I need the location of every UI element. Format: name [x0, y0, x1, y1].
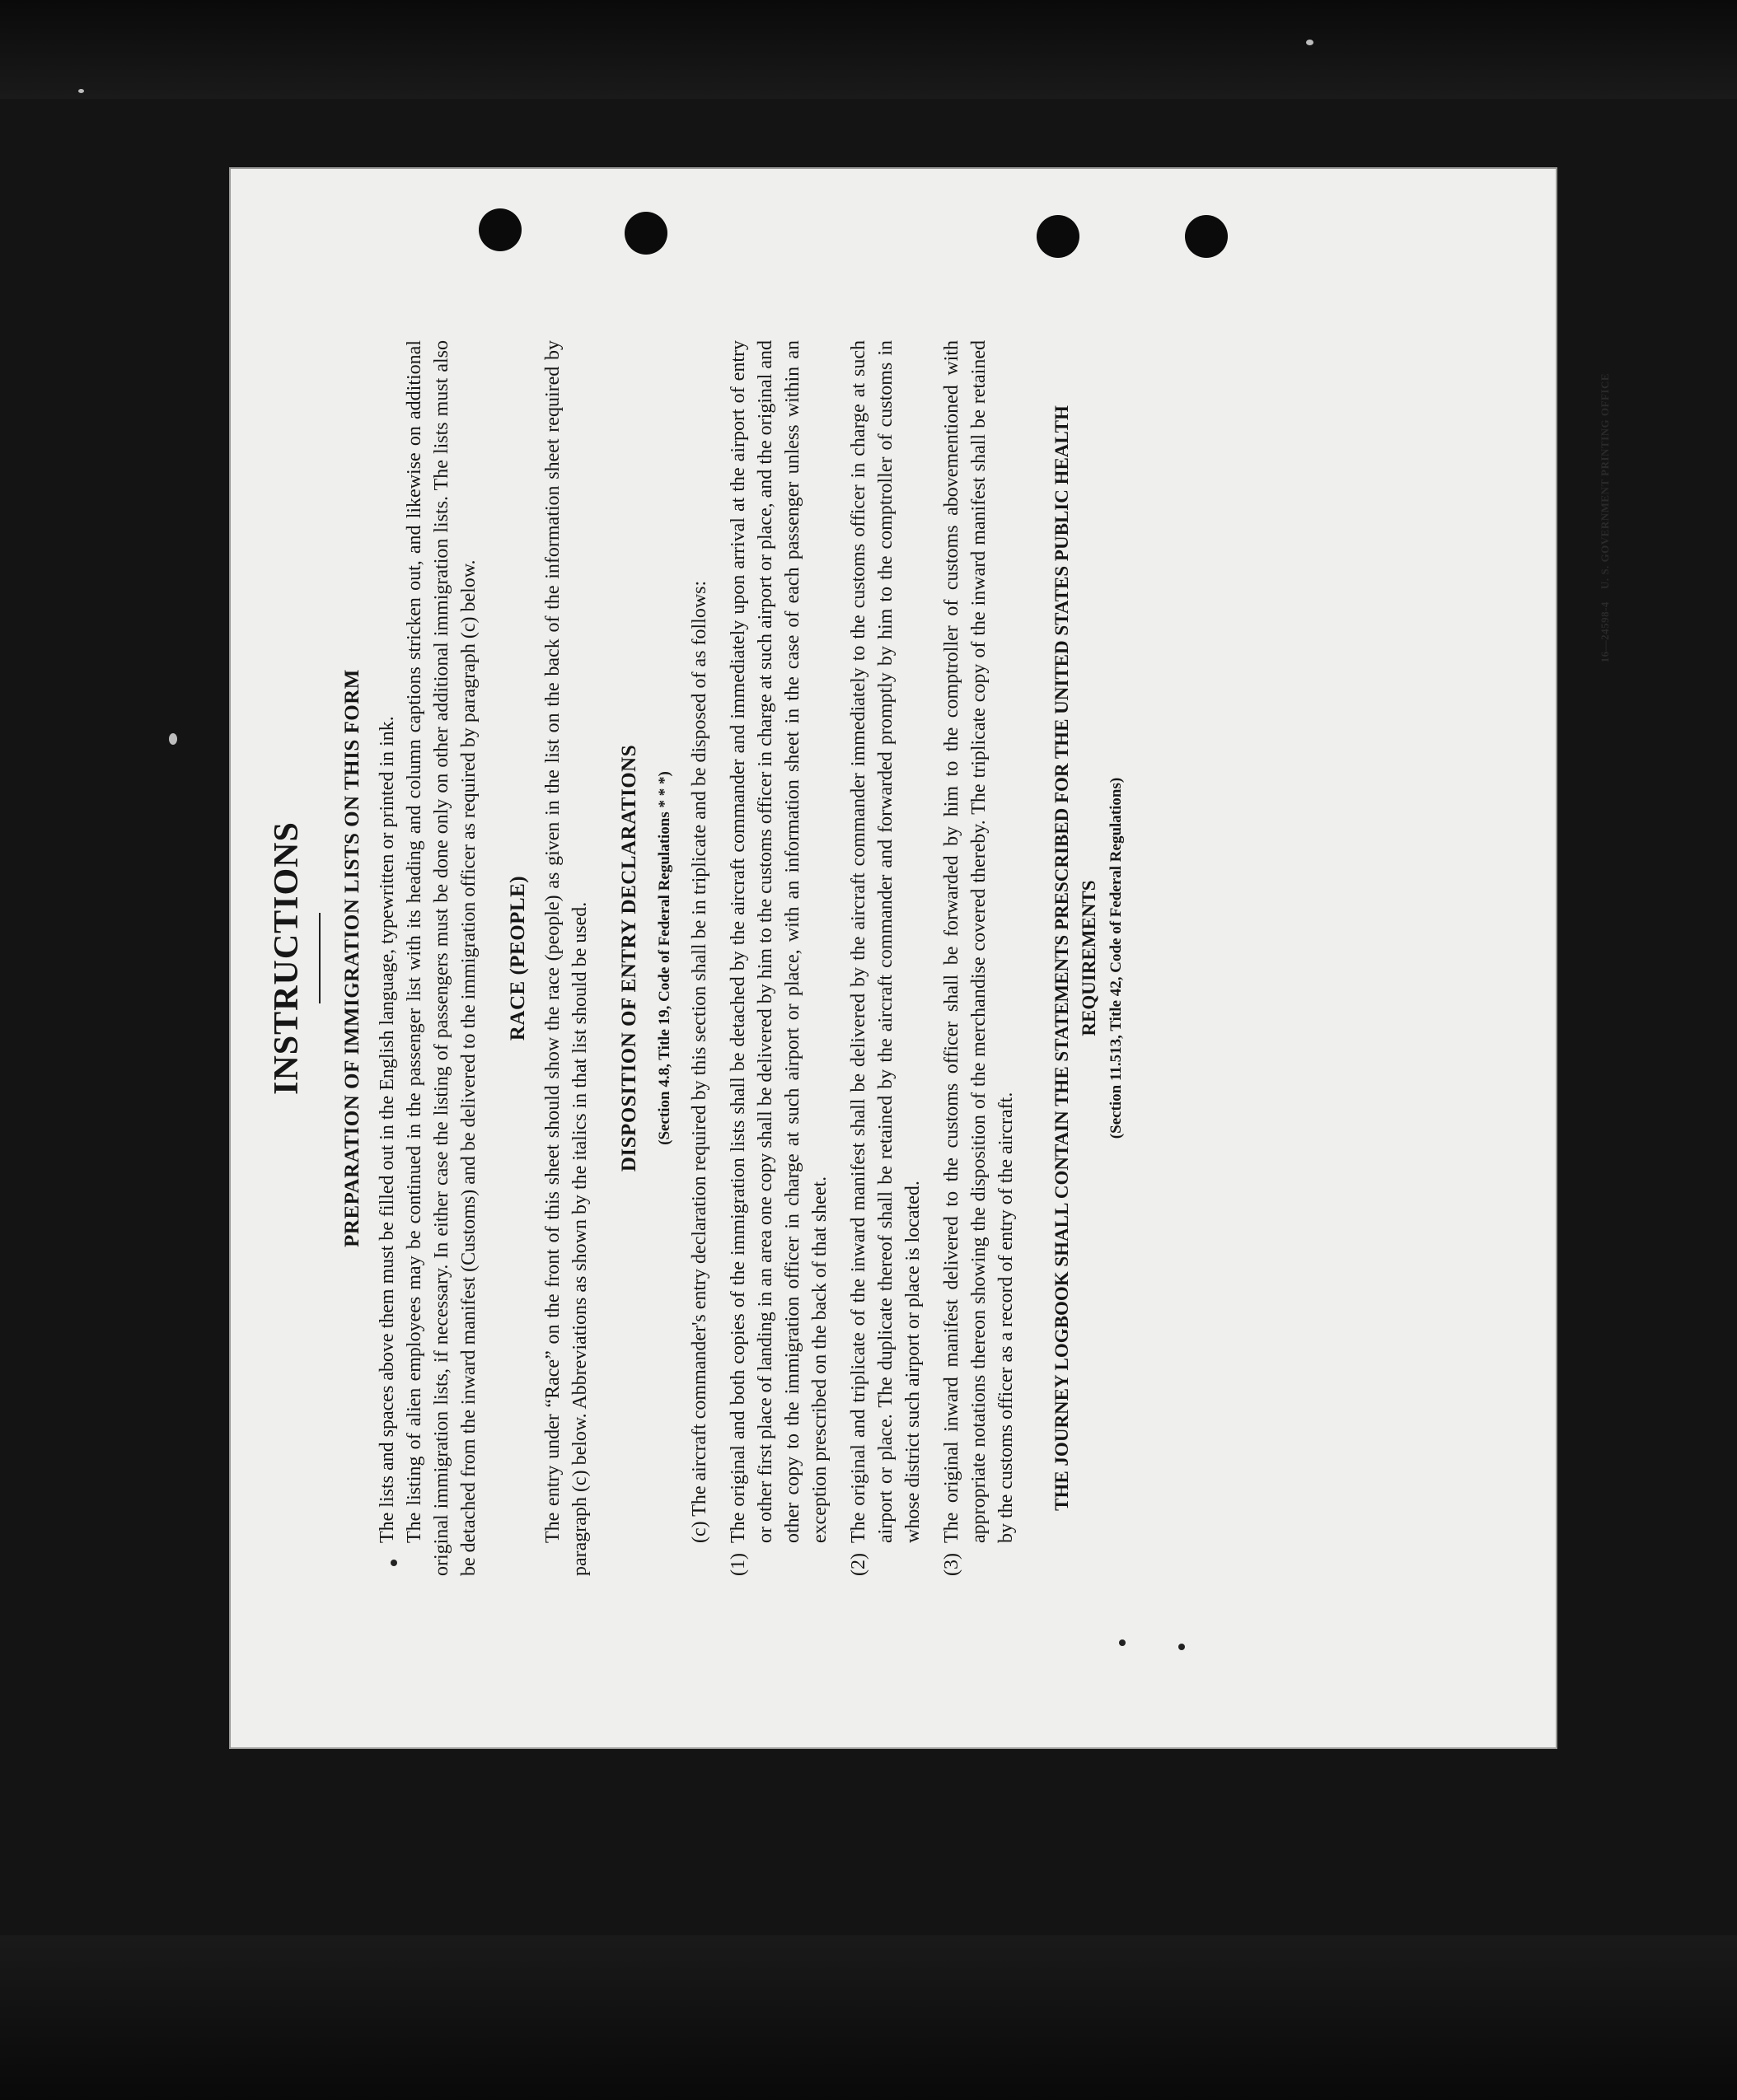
section-citation: (Section 4.8, Title 19, Code of Federal Regulations * * *)	[656, 771, 673, 1145]
page-title: INSTRUCTIONS	[268, 821, 306, 1095]
list-item	[939, 340, 1020, 1576]
list-item	[725, 340, 834, 1576]
dust-speck	[78, 89, 84, 93]
film-border-bottom	[0, 1935, 1737, 2100]
section-heading-disposition: DISPOSITION OF ENTRY DECLARATIONS	[618, 744, 640, 1172]
printer-name: U. S. GOVERNMENT PRINTING OFFICE	[1599, 373, 1611, 590]
document-page	[229, 167, 1611, 1749]
list-item-text: The original inward manifest delivered to the customs officer shall be forwarded by him to the comptroller of customs abovementioned with appropriate notations thereon showing the disposition of the merchandise covered thereby. The triplicate copy of the inward manifest shall be retained by the customs officer as a record of entry of the aircraft.	[941, 340, 1017, 1543]
list-item	[845, 340, 927, 1576]
list-number: (1)	[728, 1553, 749, 1576]
punch-hole-icon	[625, 212, 667, 255]
list-number: (2)	[848, 1553, 869, 1576]
list-number: (3)	[941, 1553, 962, 1576]
dust-speck	[1306, 40, 1313, 45]
rotated-text-block	[267, 340, 1611, 1576]
printer-imprint	[1591, 373, 1618, 662]
section-heading-race: RACE (PEOPLE)	[507, 875, 529, 1041]
print-code: 16—24598-4	[1599, 601, 1611, 663]
title-divider	[319, 913, 321, 1003]
list-item-text: The original and both copies of the immigration lists shall be detached by the aircraft commander and immediately upon arrival at the airport of entry or other first place of landing in an area one copy shall be delivered by him to the customs officer in charge at such airport or place, and the original and other copy to the immigration officer in charge at such airport or place, with an information sheet in the case of each passenger unless within an exception prescribed on the back of that sheet.	[728, 340, 831, 1543]
punch-hole-icon	[479, 208, 522, 251]
footer-citation: (Section 11.513, Title 42, Code of Federal Regulations)	[1107, 777, 1125, 1139]
paragraph: The lists and spaces above them must be filled out in the English language, typewritten or printed in ink.	[377, 716, 398, 1543]
list-item-text: The original and triplicate of the inward manifest shall be delivered by the aircraft commander immediately to the customs officer in charge at such airport or place. The duplicate thereof shall be retained by the aircraft commander and forwarded promptly by him to the comptroller of customs in whose district such airport or place is located.	[848, 340, 924, 1543]
footer-statement: THE JOURNEY LOGBOOK SHALL CONTAIN THE STATEMENTS PRESCRIBED FOR THE UNITED STATES PUBLIC HEALTH REQUIREMENTS	[1051, 405, 1099, 1511]
punch-hole-icon	[1185, 215, 1228, 258]
paragraph: (c) The aircraft commander's entry declaration required by this section shall be in triplicate and be disposed of as follows:	[689, 580, 710, 1543]
punch-hole-icon	[1037, 215, 1079, 258]
film-border-top	[0, 0, 1737, 99]
mark-dot	[1119, 1639, 1126, 1646]
paragraph: The entry under “Race” on the front of this sheet should show the race (people) as given in the list on the back of the information sheet required by paragraph (c) below. Abbreviations as shown by the italics in that list should be used.	[542, 340, 591, 1576]
dust-speck	[169, 733, 177, 745]
mark-dot	[1178, 1644, 1185, 1650]
paragraph: The listing of alien employees may be continued in the passenger list with its heading and column captions stricken out, and likewise on additional original immigration lists, if necessary. In either case the listing of passengers must be done only on other additional immigration lists. The lists must also be detached from the inward manifest (Customs) and be delivered to the immigration officer as required by paragraph (c) below.	[404, 340, 480, 1576]
section-heading-preparation: PREPARATION OF IMMIGRATION LISTS ON THIS FORM	[341, 669, 363, 1247]
